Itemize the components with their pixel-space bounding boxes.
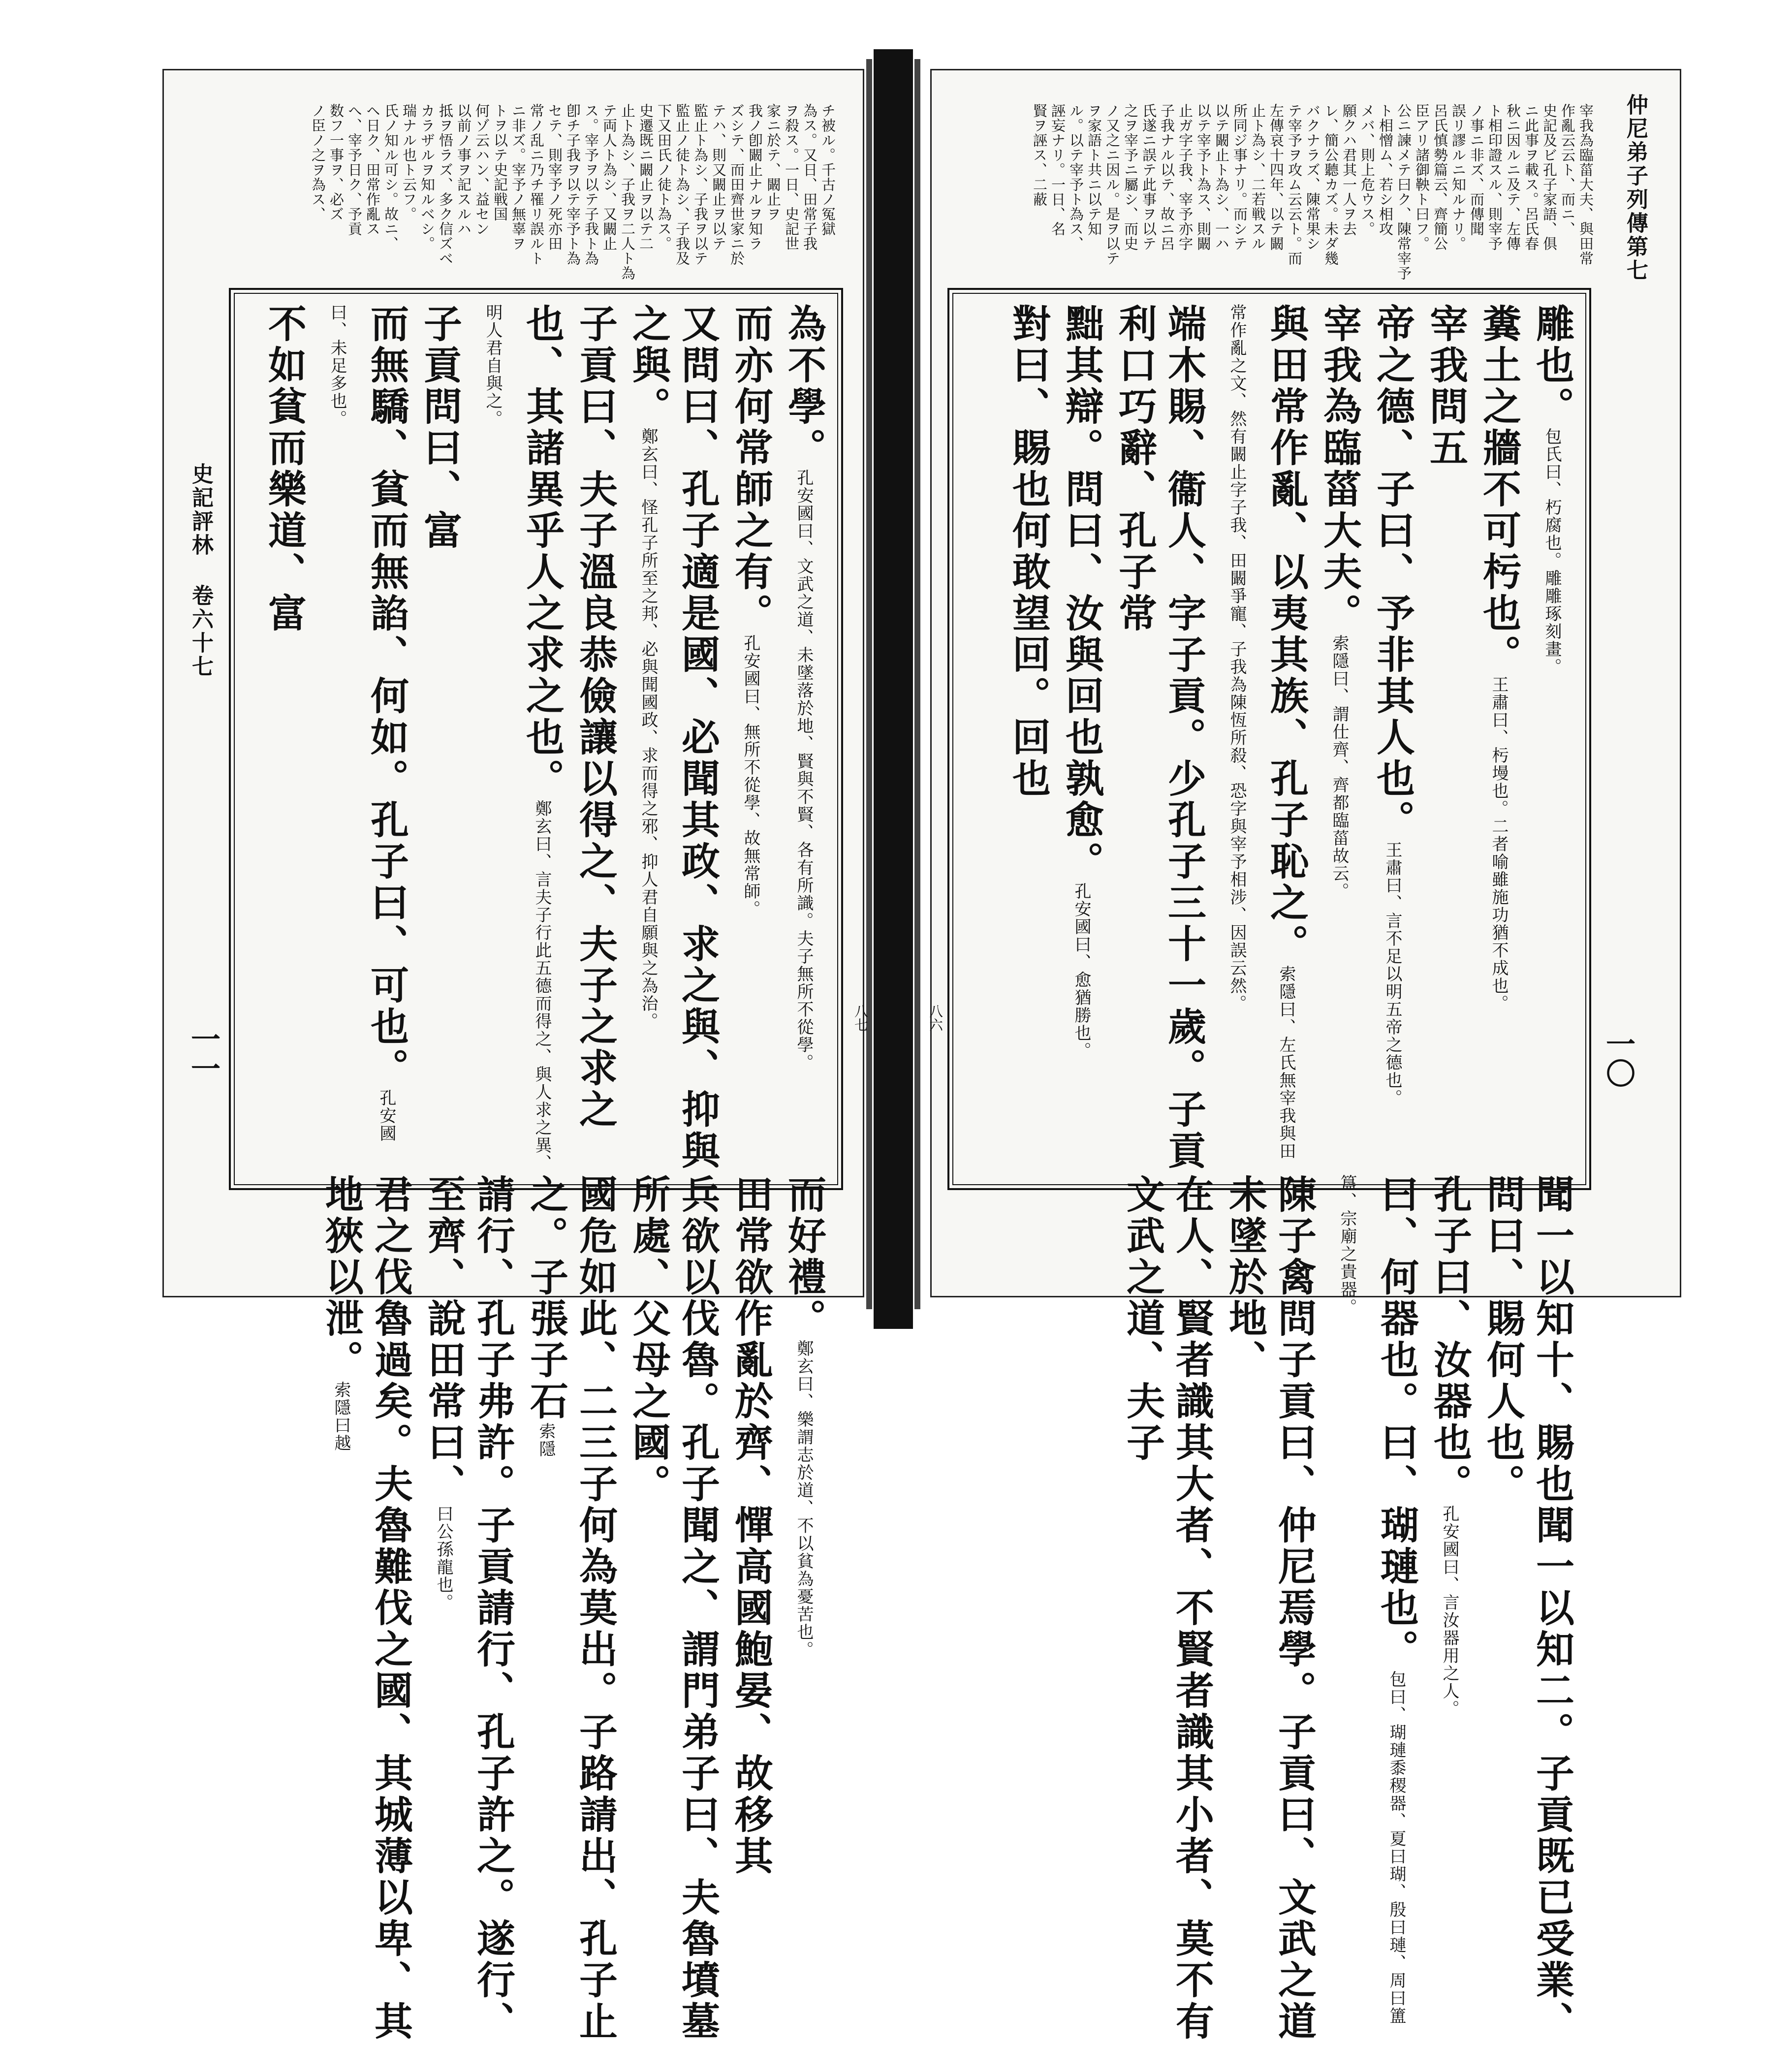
commentary-note: 孔安國曰、無所不從學、故無常師。 xyxy=(741,634,760,918)
commentary-note: 孔安國曰、未足多也。 xyxy=(327,304,396,1142)
headnote-line: 作亂云云ト、而ニ、 xyxy=(1559,103,1576,236)
headnote-line: ト相憎ム、若シ相攻 xyxy=(1377,103,1394,236)
main-text: 又問曰、孔子適是國、必聞其政、求之與、抑與之與。 xyxy=(626,304,720,1172)
headnote-line: レ、簡公聽カズ。未ダ幾 xyxy=(1322,103,1339,266)
headnote-line: 秋ニ因ルニ及テ、左傳 xyxy=(1505,103,1521,251)
text-column xyxy=(1527,304,1576,1174)
headnote-line: テ宰予ヲ攻ム云云ト。而 xyxy=(1286,103,1303,266)
running-head-left: 史記評林 卷六十七 xyxy=(188,463,213,679)
text-column xyxy=(1322,1174,1421,2045)
text-column xyxy=(779,1174,828,2045)
headnote-line: ニ此事ヲ載ス。呂氏春 xyxy=(1523,103,1540,251)
commentary-note: 鄭玄曰、怪孔子所至之邦、必與聞國政、求而得之邪、抑人君自願與之為治。 xyxy=(638,428,658,1030)
headnote-line: ト相印證スル、則宰予 xyxy=(1486,103,1503,251)
text-column xyxy=(1425,1174,1474,2045)
headnote-line: ヘ日ク、田常作亂ス xyxy=(364,103,381,236)
text-column xyxy=(1421,304,1470,1174)
commentary-note: 曰公孫龍也。 xyxy=(434,1505,453,1611)
main-text: 陳子禽問子貢曰、仲尼焉學。子貢曰、文武之道未墜於地、 xyxy=(1223,1174,1317,2043)
commentary-note: 王肅曰、杇墁也。二者喻雖施功猶不成也。 xyxy=(1489,676,1509,1012)
main-text: 宰我為臨菑大夫。 xyxy=(1317,304,1362,634)
main-text: 子貢曰、夫子溫良恭儉讓以得之、夫子之求之 xyxy=(573,304,618,1131)
text-column xyxy=(1315,304,1364,1174)
headnote-line: 為ス。又日、田常子我 xyxy=(801,103,818,251)
main-text: 雕也。 xyxy=(1530,304,1574,428)
leaf-number-left: 八七 xyxy=(852,1004,869,1032)
headnote-line: 臣アリ諸御鞅ト曰フ。 xyxy=(1414,103,1430,251)
commentary-note: 包曰、瑚璉黍稷器、夏曰瑚、殷曰璉、周曰簠簋、宗廟之貴器。 xyxy=(1337,1174,1406,2025)
headnote-line: トヲ以テ史記戦国 xyxy=(492,103,508,221)
main-text: 黜其辯。問曰、汝與回也孰愈。 xyxy=(1059,304,1104,882)
headnote-line: 左傳哀十四年、以テ闞 xyxy=(1268,103,1285,251)
headnote-line: 史遷既ニ闞止ヲ以テ二 xyxy=(637,103,654,251)
text-column xyxy=(624,304,722,1174)
main-text: 端木賜、衞人、字子貢。少孔子三十一歲。子貢利口巧辭、孔子常 xyxy=(1112,304,1206,1172)
headnote-line: 呂氏慎勢篇云、齊簡公 xyxy=(1432,103,1448,251)
main-text: 也、其諸異乎人之求之也。 xyxy=(520,304,565,800)
main-text: 而無驕、貧而無諂、何如。孔子曰、可也。 xyxy=(364,304,409,1089)
commentary-note: 王肅曰、言不足以明五帝之德也。 xyxy=(1383,841,1402,1107)
main-text: 兵欲以伐魯。孔子聞之、謂門弟子曰、夫魯墳墓所處、父母之國。 xyxy=(626,1174,720,2043)
headnote-line: テハ、則又闞止ヲ以テ xyxy=(710,103,727,251)
main-text: 宰我問五 xyxy=(1423,304,1468,469)
text-column xyxy=(419,1174,517,2045)
main-text: 曰、何器也。曰、瑚璉也。 xyxy=(1374,1174,1419,1670)
headnote-line: 止ガ字子我、宰予亦字 xyxy=(1177,103,1194,251)
headnotes-right xyxy=(965,103,1595,290)
headnote-line: ノ臣ノ之ヲ為ス、 xyxy=(310,103,326,221)
text-column xyxy=(415,304,464,1174)
headnote-line: ヲ殺ス。一日、史記世 xyxy=(783,103,800,251)
main-text: 糞土之牆不可杇也。 xyxy=(1477,304,1521,676)
main-text: 而好禮。 xyxy=(782,1174,826,1340)
commentary-note: 孔安國曰、愈猶勝也。 xyxy=(1071,882,1091,1060)
main-text: 孔子曰、汝器也。 xyxy=(1427,1174,1472,1505)
headnote-line: 氏ノ知ル可シ。故ニ、 xyxy=(382,103,399,251)
leaf-number-right: 八六 xyxy=(927,1004,943,1032)
main-text: 君之伐魯過矣。夫魯難伐之國、其城薄以卑、其地狹以泄。 xyxy=(319,1174,413,2043)
headnote-line: 監止ト為シ、子我ヲ以テ xyxy=(692,103,709,266)
headnote-line: バクナラズ、陳常果シ xyxy=(1304,103,1321,251)
commentary-note: 鄭玄曰、言夫子行此五德而得之、與人求之異、明人君自與之。 xyxy=(483,304,552,1172)
headnote-line: 以テ宰予ト為ス、則闞 xyxy=(1195,103,1212,251)
binding-gutter xyxy=(874,49,913,1329)
text-column xyxy=(726,304,775,1174)
headnote-line: ス。宰予ヲ以テ子我ト為 xyxy=(583,103,599,266)
commentary-note: 鄭玄曰、樂謂志於道、不以貧為憂苦也。 xyxy=(794,1340,814,1659)
text-column xyxy=(1057,304,1106,1174)
main-text: 為不學。 xyxy=(782,304,826,469)
main-text: 在人、賢者識其大者、不賢者識其小者、莫不有文武之道、夫子 xyxy=(1120,1174,1214,2043)
main-text: 請行、孔子弗許。子貢請行、孔子許之。遂行、至齊、說田常曰、 xyxy=(421,1174,515,2043)
text-column xyxy=(779,304,828,1174)
headnote-line: 下又田氏ノ徒ト為ス。 xyxy=(656,103,672,251)
headnote-line: 子我ナル以テ、故ニ呂 xyxy=(1159,103,1175,251)
headnote-line: 卽チ子我ヲ以テ宰予ト為 xyxy=(565,103,581,266)
text-column xyxy=(1474,304,1523,1174)
headnote-line: ノ事ニ非ズ、而傳聞 xyxy=(1468,103,1485,236)
text-column xyxy=(570,304,620,1174)
main-text-left xyxy=(244,304,828,2043)
headnote-line: 賢ヲ誣ス、二蔽 xyxy=(1031,103,1048,207)
headnote-line: メバ、則上危ウス。 xyxy=(1359,103,1376,236)
headnote-line: ズシテ、而田齊世家ニ於 xyxy=(728,103,745,266)
headnote-line: 氏遂ニ誤テ此事ヲ以テ xyxy=(1140,103,1157,251)
commentary-note: 孔安國曰、言汝器用之人。 xyxy=(1440,1505,1459,1718)
main-text: 對曰、賜也何敢望回。回也 xyxy=(1006,304,1051,800)
headnote-line: ヲ家語ト共ニ以テ知 xyxy=(1086,103,1102,236)
headnote-line: ニ非ズ。宰予ノ無辜ヲ xyxy=(510,103,527,251)
commentary-note: 索隱曰越 xyxy=(331,1381,351,1452)
headnote-line: 史記及ビ孔子家語、俱 xyxy=(1541,103,1558,251)
headnote-line: 以前ノ事ヲ記スルハ xyxy=(455,103,472,236)
headnote-line: 之ヲ宰予ニ屬シ、而史 xyxy=(1122,103,1139,251)
text-column xyxy=(521,1174,620,2045)
text-column xyxy=(1118,1174,1216,2045)
headnote-line: へ、宰予日ク、予貢 xyxy=(346,103,363,236)
gutter-edge-left xyxy=(866,59,872,1309)
text-column xyxy=(1004,304,1053,1174)
commentary-note: 索隱曰、謂仕齊、齊都臨菑故云。 xyxy=(1329,634,1349,900)
commentary-note: 索隱曰、左氏無宰我與田常作亂之文、然有闞止字子我、田闞爭寵、子我為陳恆所殺、恐字與宰予相涉、因誤云然。 xyxy=(1227,304,1296,1160)
headnote-line: 監止ノ徒ト為シ、子我及 xyxy=(674,103,691,266)
main-text: 田常欲作亂於齊、憚高國鮑晏、故移其 xyxy=(728,1174,773,1877)
folio-right: 一〇 xyxy=(1601,1029,1635,1088)
commentary-note: 索隱 xyxy=(536,1422,556,1458)
text-column xyxy=(1110,304,1208,1174)
text-column xyxy=(624,1174,722,2045)
headnote-line: 以テ闞止ト為シ、一ハ xyxy=(1213,103,1230,251)
text-column xyxy=(1220,1174,1319,2045)
main-text: 子貢問曰、富 xyxy=(417,304,462,552)
commentary-note: 包氏曰、朽腐也。雕雕琢刻畫。 xyxy=(1542,428,1562,676)
text-column xyxy=(1478,1174,1576,2045)
headnote-line: 抵ヲ悟ラズ、多ク信ズベ xyxy=(437,103,454,266)
text-column xyxy=(1212,304,1311,1174)
headnote-line: チ被ル。千古ノ冤獄 xyxy=(819,103,836,236)
headnote-line: 数フ一事ヲ、必ズ xyxy=(328,103,345,221)
headnote-line: 我ノ卽闞止ナルヲ知ラ xyxy=(747,103,763,251)
main-text: 不如貧而樂道、富 xyxy=(262,304,307,634)
commentary-note: 孔安國曰、文武之道、未墜落於地、賢與不賢、各有所識。夫子無所不從學。 xyxy=(794,469,814,1071)
main-text-right xyxy=(962,304,1576,2043)
text-column xyxy=(313,304,411,1174)
headnote-line: 公ニ諫メテ曰ク、陳常宰予 xyxy=(1395,103,1412,281)
main-text: 聞一以知十、賜也聞一以知二。子貢既已受業、問曰、賜何人也。 xyxy=(1480,1174,1574,2043)
headnote-line: 願クハ君其一人ヲ去 xyxy=(1341,103,1357,236)
text-frame-right xyxy=(947,288,1591,2043)
headnote-line: 瑞ナル也ト云フ。 xyxy=(401,103,417,221)
headnote-line: 止ト為シ、子我ヲ二人ト為 xyxy=(619,103,636,281)
headnote-line: テ両人ト為シ、又闞止 xyxy=(601,103,618,251)
headnote-line: 宰我為臨菑大夫、與田常 xyxy=(1577,103,1594,266)
headnote-line: 家ニ於テ、闞止ヲ xyxy=(765,103,782,221)
headnote-line: カラザルヲ知ルベシ。 xyxy=(419,103,436,251)
text-column xyxy=(1368,304,1417,1174)
headnote-line: 誣妄ナリ。一日、名 xyxy=(1049,103,1066,236)
headnote-line: ル。以テ宰予ト為ス、 xyxy=(1068,103,1084,251)
main-text: 而亦何常師之有。 xyxy=(728,304,773,634)
text-column xyxy=(726,1174,775,2045)
headnote-line: ノ又之ニ因ル。是ヲ以テ xyxy=(1104,103,1121,266)
text-column xyxy=(259,304,309,1174)
folio-left: 一一 xyxy=(186,1024,220,1083)
text-column xyxy=(468,304,566,1174)
headnote-line: 所同ジ事ナリ。而シテ xyxy=(1231,103,1248,251)
headnote-line: 常ノ乱ニ乃チ罹リ誤ルト xyxy=(528,103,545,266)
headnote-line: 誤リ謬ルニ知ルナリ。 xyxy=(1450,103,1467,251)
headnote-line: 止ト為シ、二若戦スル xyxy=(1250,103,1266,251)
main-text: 帝之德、子曰、予非其人也。 xyxy=(1370,304,1415,841)
text-frame-left xyxy=(229,288,843,2043)
headnote-line: セテ、則宰予ノ死亦田 xyxy=(546,103,563,251)
main-text: 與田常作亂、以夷其族、孔子恥之。 xyxy=(1264,304,1309,965)
gutter-edge-right xyxy=(914,59,920,1309)
running-head-right: 仲尼弟子列傳第七 xyxy=(1623,94,1648,283)
headnotes-left xyxy=(231,103,837,290)
main-text: 國危如此、二三子何為莫出。子路請出、孔子止之。子張子石 xyxy=(524,1174,618,2043)
headnote-line: 何ゾ云ハン、益セン xyxy=(473,103,490,236)
text-column xyxy=(316,1174,415,2045)
